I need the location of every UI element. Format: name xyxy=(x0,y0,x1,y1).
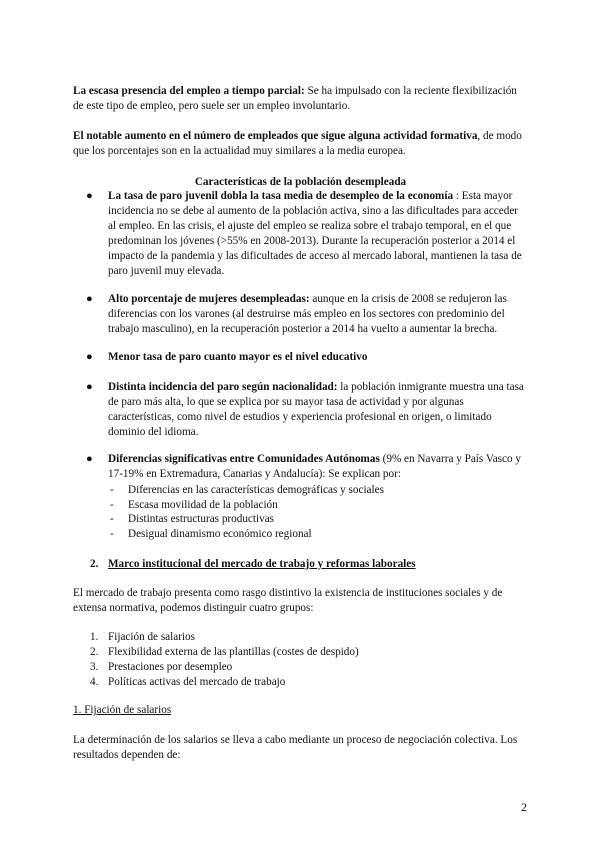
numbered-item: 1. Fijación de salarios xyxy=(90,631,195,643)
paragraph-wage-determination: La determinación de los salarios se lleva a cabo mediante un proceso de negociación colectiva. Los resultados dependen de: xyxy=(73,734,518,761)
page-number: 2 xyxy=(521,800,527,814)
sub-item: - Distintas estructuras productivas xyxy=(110,513,275,525)
sub-item: - Diferencias en las características demográficas y sociales xyxy=(110,484,384,496)
bullet-regions: ● Diferencias significativas entre Comunidades Autónomas (9% en Navarra y País Vasco y 17-19% en Extremadura, Canarias y Andalucía): Se explican por: xyxy=(86,453,521,480)
sub-item: - Escasa movilidad de la población xyxy=(110,499,278,511)
paragraph-training: El notable aumento en el número de empleados que sigue alguna actividad formativa, de modo que los porcentajes son en la actualidad muy similares a la media europea. xyxy=(73,130,522,157)
bullet-nationality: ● Distinta incidencia del paro según nacionalidad: la población inmigrante muestra una tasa de paro más alta, lo que se explica por su mayor tasa de actividad y por algunas características, como nivel de estudios y experiencia profesional en origen, o limitado dominio del idioma. xyxy=(86,381,524,438)
numbered-item: 3. Prestaciones por desempleo xyxy=(90,661,233,673)
sub-item: - Desigual dinamismo económico regional xyxy=(110,528,312,540)
numbered-item: 4. Políticas activas del mercado de trabajo xyxy=(90,676,286,688)
numbered-item: 2. Flexibilidad externa de las plantillas (costes de despido) xyxy=(90,646,359,658)
paragraph-part-time: La escasa presencia del empleo a tiempo parcial: Se ha impulsado con la reciente flexibilización de este tipo de empleo, pero suele ser un empleo involuntario. xyxy=(73,85,517,112)
subheading-wages: 1. Fijación de salarios xyxy=(73,704,172,716)
bullet-marker: ● xyxy=(86,381,93,393)
bullet-marker: ● xyxy=(86,351,93,363)
paragraph-institutions: El mercado de trabajo presenta como rasgo distintivo la existencia de instituciones sociales y de extensa normativa, podemos distinguir cuatro grupos: xyxy=(73,587,503,614)
bullet-marker: ● xyxy=(86,453,93,465)
bullet-women-unemployment: ● Alto porcentaje de mujeres desempleadas: aunque en la crisis de 2008 se redujeron las diferencias con los varones (al destruirse más empleo en los sectores con predominio del trabajo masculino), en la recuperación posterior a 2014 ha vuelto a aumentar la brecha. xyxy=(86,293,507,335)
bullet-education: ● Menor tasa de paro cuanto mayor es el nivel educativo xyxy=(86,351,368,363)
section-heading: Características de la población desempleada xyxy=(194,176,407,188)
bullet-youth-unemployment: ● La tasa de paro juvenil dobla la tasa media de desempleo de la economía : Esta mayor incidencia no se debe al aumento de la población activa, sino a las dificultades para acceder al empleo. En las crisis, el ajuste del empleo se realiza sobre el trabajo temporal, en el que predominan los jóvenes (>55% en 2008-2013). Durante la recuperación posterior a 2014 el impacto de la pandemia y las dificultades de acceso al mercado laboral, mantienen la tasa de paro juvenil muy elevada. xyxy=(86,190,522,277)
section-2-heading: 2. Marco institucional del mercado de trabajo y reformas laborales xyxy=(90,558,416,570)
bullet-marker: ● xyxy=(86,190,93,202)
bullet-marker: ● xyxy=(86,293,93,305)
